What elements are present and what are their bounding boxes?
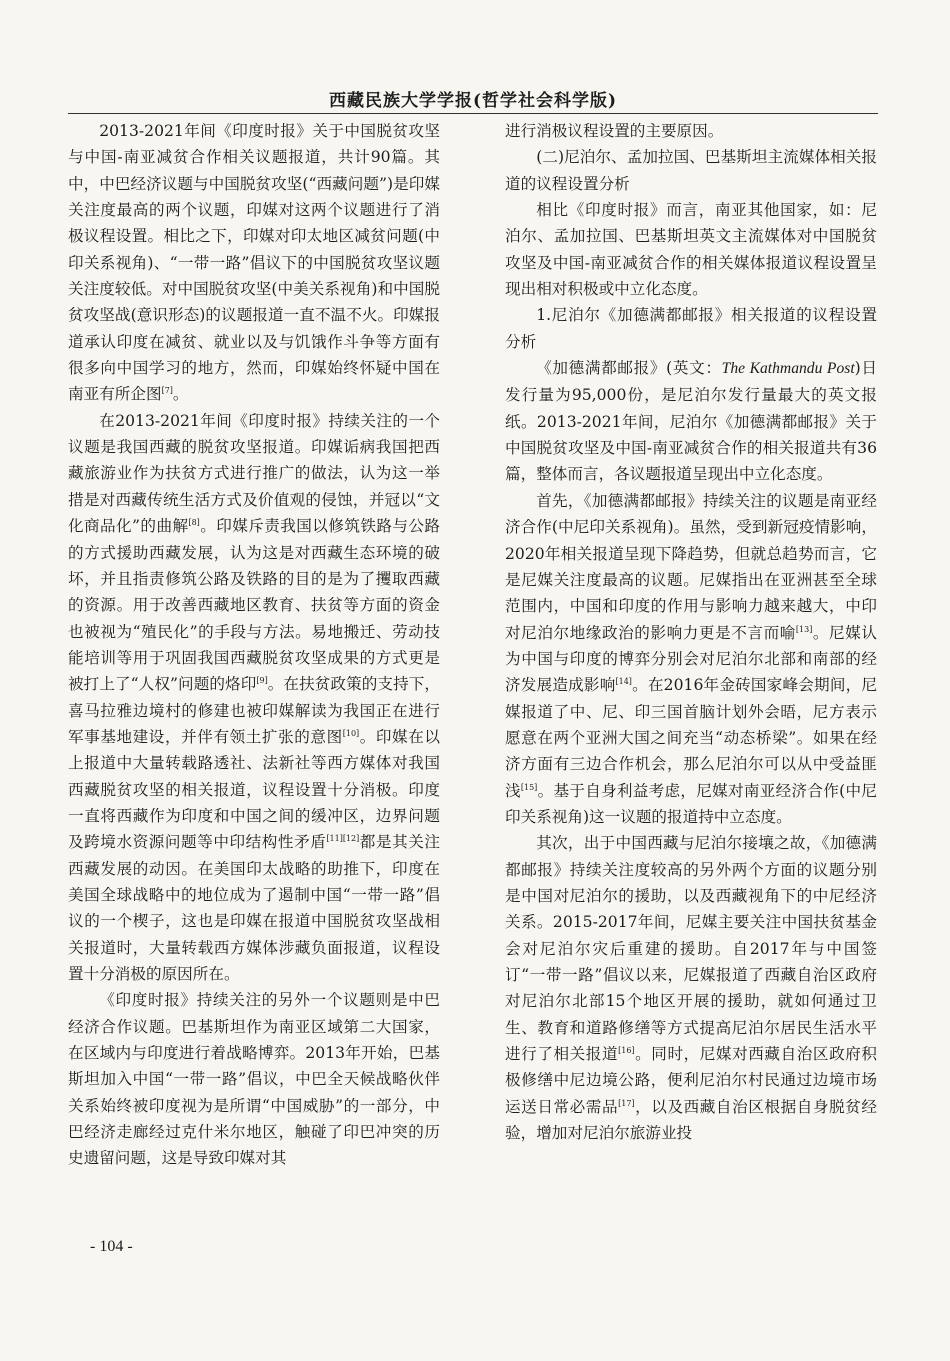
text: 。 [172,385,189,404]
paragraph [505,488,877,830]
text: 进行消极议程设置的主要原因。 [505,122,724,140]
text: 首先，《加德满都邮报》持续关注的议题是南亚经济合作(中尼印关系视角)。虽然，受到新冠疫情影响，2020年相关报道呈现下降趋势，但就总趋势而言，它是尼媒关注度最高的议题。尼媒指出在亚洲甚至全球范围内，中国和印度的作用与影响力越来越大，中印对尼泊尔地缘政治的影响力更是不言而喻 [505,491,877,642]
text: 其次，出于中国西藏与尼泊尔接壤之故，《加德满都邮报》持续关注度较高的另外两个方面的议题分别是中国对尼泊尔的援助，以及西藏视角下的中尼经济关系。2015-2017年间，尼媒主要关注中国扶贫基金会对尼泊尔灾后重建的援助。自2017年与中国签订“一带一路”倡议以来，尼媒报道了西藏自治区政府对尼泊尔北部15个地区开展的援助，就如何通过卫生、教育和道路修缮等方式提高尼泊尔居民生活水平进行了相关报道 [505,834,877,1064]
paragraph [505,197,877,302]
text: 《印度时报》持续关注的另外一个议题则是中巴经济合作议题。巴基斯坦作为南亚区域第二大国家，在区域内与印度进行着战略博弈。2013年开始，巴基斯坦加入中国“一带一路”倡议，中巴全天候战略伙伴关系始终被印度视为是所谓“中国威胁”的一部分，中巴经济走廊经过克什米尔地区，触碰了印巴冲突的历史遗留问题，这是导致印媒对其 [68,991,440,1168]
citation: [9] [256,676,268,686]
paragraph [505,830,877,1146]
citation: [13] [795,624,813,634]
text: (二)尼泊尔、孟加拉国、巴基斯坦主流媒体相关报道的议程设置分析 [505,148,877,193]
citation: [10] [342,728,360,738]
text: )日发行量为95,000份，是尼泊尔发行量最大的英文报纸。2013-2021年间，尼泊尔《加德满都邮报》关于中国脱贫攻坚及中国-南亚减贫合作的相关报道共有36篇，整体而言，各议题报道呈现出中立化态度。 [505,359,877,484]
citation: [16] [618,1046,635,1056]
text: 《加德满都邮报》(英文： [536,359,722,378]
text: 。尼媒认为中国与印度的博弈分别会对尼泊尔北部和南部的经济发展造成影响 [505,623,877,695]
citation: [8] [188,518,200,528]
header-divider [68,113,878,114]
paragraph [68,118,440,408]
citation: [7] [161,386,173,396]
citation: [15] [520,782,538,792]
paragraph [505,355,877,488]
page-number: - 104 - [90,1238,133,1255]
paragraph [68,987,440,1171]
paragraph [68,408,440,988]
journal-title: 西藏民族大学学报(哲学社会科学版) [328,91,618,111]
newspaper-english-name: The Kathmandu Post [721,360,855,378]
citation: [14] [615,677,632,687]
text: 。印媒在以上报道中大量转载路透社、法新社等西方媒体对我国西藏脱贫攻坚的相关报道，议程设置十分消极。印度一直将西藏作为印度和中国之间的缓冲区，边界问题及跨境水资源问题等中印结构性矛盾 [68,727,440,852]
text: 。在扶贫政策的支持下，喜马拉雅边境村的修建也被印媒解读为我国正在进行军事基地建设，并伴有领土扩张的意图 [68,675,440,746]
text: 都是其关注西藏发展的动因。在美国印太战略的助推下，印度在美国全球战略中的地位成为了遏制中国“一带一路”倡议的一个楔子，这也是印媒在报道中国脱贫攻坚战相关报道时，大量转载西方媒体涉藏负面报道，议程设置十分消极的原因所在。 [68,833,440,983]
text: ，以及西藏自治区根据自身脱贫经验，增加对尼泊尔旅游业投 [505,1097,877,1143]
left-column [68,118,440,1172]
citation: [11][12] [326,834,360,844]
text: 1.尼泊尔《加德满都邮报》相关报道的议程设置分析 [505,306,877,351]
paragraph-continued [505,118,877,144]
text: 。在2016年金砖国家峰会期间，尼媒报道了中、尼、印三国首脑计划外会晤，尼方表示愿意在两个亚洲大国之间充当“动态桥梁”。如果在经济方面有三边合作机会，那么尼泊尔可以从中受益匪浅 [505,676,877,800]
section-heading [505,144,877,197]
text: 。印媒斥责我国以修筑铁路与公路的方式援助西藏发展，认为这是对西藏生态环境的破坏，并且指责修筑公路及铁路的目的是为了攫取西藏的资源。用于改善西藏地区教育、扶贫等方面的资金也被视为“殖民化”的手段与方法。易地搬迁、劳动技能培训等用于巩固我国西藏脱贫攻坚成果的方式更是被打上了“人权”问题的烙印 [68,517,440,694]
text: 在2013-2021年间《印度时报》持续关注的一个议题是我国西藏的脱贫攻坚报道。印媒诟病我国把西藏旅游业作为扶贫方式进行推广的做法，认为这一举措是对西藏传统生活方式及价值观的侵蚀，并冠以“文化商品化”的曲解 [68,411,440,536]
text: 相比《印度时报》而言，南亚其他国家，如：尼泊尔、孟加拉国、巴基斯坦英文主流媒体对中国脱贫攻坚及中国-南亚减贫合作的相关媒体报道议程设置呈现出相对积极或中立化态度。 [505,201,877,299]
right-column [505,118,877,1146]
text: 2013-2021年间《印度时报》关于中国脱贫攻坚与中国-南亚减贫合作相关议题报道，共计90篇。其中，中巴经济议题与中国脱贫攻坚(“西藏问题”)是印媒关注度最高的两个议题，印媒对这两个议题进行了消极议程设置。相比之下，印媒对印太地区减贫问题(中印关系视角)、“一带一路”倡议下的中国脱贫攻坚议题关注度较低。对中国脱贫攻坚(中美关系视角)和中国脱贫攻坚战(意识形态)的议题报道一直不温不火。印媒报道承认印度在减贫、就业以及与饥饿作斗争等方面有很多向中国学习的地方，然而，印媒始终怀疑中国在南亚有所企图 [68,122,440,404]
citation: [17] [618,1098,635,1108]
text: 。基于自身利益考虑，尼媒对南亚经济合作(中尼印关系视角)这一议题的报道持中立态度。 [505,781,877,826]
subsection-heading [505,302,877,355]
text: 。同时，尼媒对西藏自治区政府积极修缮中尼边境公路，便利尼泊尔村民通过边境市场运送日常必需品 [505,1045,877,1116]
